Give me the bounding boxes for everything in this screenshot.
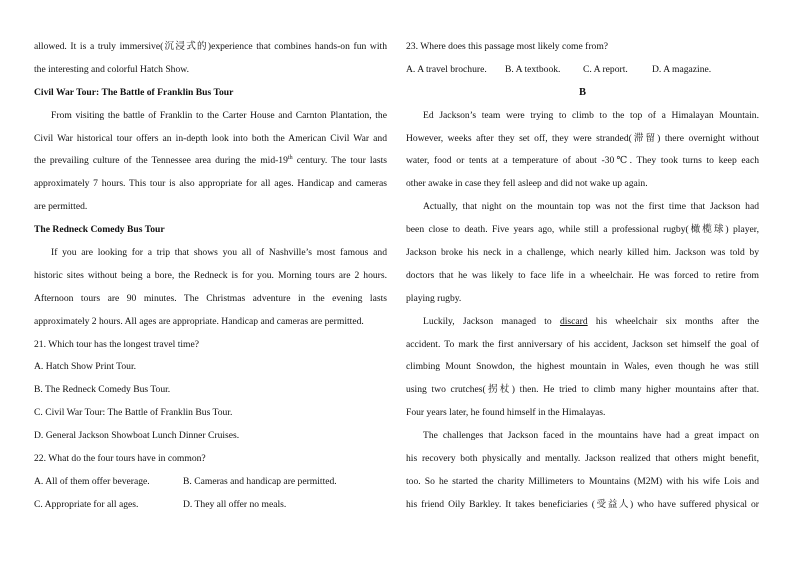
- text-line: Jackson broke his neck in a challenge, which nearly killed him. Jackson was told by: [406, 247, 759, 259]
- right-column: [406, 36, 759, 517]
- text-line: his recovery both physically and mentally. Jackson realized that others might benefit,: [406, 453, 759, 465]
- left-column: [34, 36, 387, 517]
- text-line: allowed. It is a truly immersive(沉浸式的)experience that combines hands-on fun with: [34, 41, 387, 52]
- text-line: Civil War historical tour offers an in-depth look into both the American Civil War and: [34, 132, 387, 144]
- text-line: If you are looking for a trip that shows you all of Nashville’s most famous and: [51, 247, 387, 259]
- text-line: water, food or tents at a temperature of about -30℃. They took turns to keep each: [406, 155, 759, 167]
- text-fragment: the prevailing culture of the Tennessee area during the mid-19: [34, 155, 288, 167]
- text-line: playing rugby.: [406, 292, 462, 304]
- options-22-row-1: [34, 471, 387, 494]
- section-b-heading: B: [578, 86, 586, 98]
- question-22: 22. What do the four tours have in common?: [34, 453, 206, 465]
- text-line: Ed Jackson’s team were trying to climb to the top of a Himalayan Mountain.: [423, 109, 759, 121]
- option-22-a: A. All of them offer beverage.: [34, 475, 150, 487]
- option-23-b: B. A textbook.: [505, 63, 561, 75]
- question-23: 23. Where does this passage most likely come from?: [406, 41, 609, 52]
- text-line: the interesting and colorful Hatch Show.: [34, 63, 189, 75]
- text-line: Four years later, he found himself in the Himalayas.: [406, 407, 606, 419]
- option-21-b: B. The Redneck Comedy Bus Tour.: [34, 384, 171, 396]
- question-21: 21. Which tour has the longest travel time?: [34, 338, 200, 350]
- option-21-d: D. General Jackson Showboat Lunch Dinner Cruises.: [34, 430, 240, 442]
- text-line: other awake in case they fell asleep and did not wake up again.: [406, 178, 648, 190]
- text-line: approximately 7 hours. This tour is also appropriate for all ages. Handicap and cameras: [34, 178, 387, 190]
- option-22-c: C. Appropriate for all ages.: [34, 498, 139, 510]
- option-21-a: A. Hatch Show Print Tour.: [34, 361, 137, 373]
- option-23-d: D. A magazine.: [652, 63, 712, 75]
- text-line: However, weeks after they set off, they were stranded(滞留) there overnight without: [406, 132, 759, 144]
- text-line: accident. To mark the first anniversary of his accident, Jackson set himself the goal of: [406, 338, 759, 350]
- text-fragment: Luckily, Jackson managed to: [423, 315, 560, 327]
- section-heading: The Redneck Comedy Bus Tour: [34, 224, 165, 236]
- section-heading: Civil War Tour: The Battle of Franklin Bus Tour: [34, 86, 234, 98]
- text-line: Actually, that night on the mountain top was not the first time that Jackson had: [423, 201, 759, 213]
- underlined-word: discard: [559, 315, 588, 327]
- text-line: his friend Oily Barkley. It takes beneficiaries (受益人) who have suffered physical or: [406, 498, 759, 510]
- option-23-a: A. A travel brochure.: [406, 63, 487, 75]
- text-line: The challenges that Jackson faced in the mountains have had a great impact on: [423, 430, 759, 442]
- text-line: [34, 150, 387, 173]
- text-line: [406, 311, 759, 334]
- text-line: historic sites without being a bore, the Redneck is for you. Morning tours are 2 hours.: [34, 269, 387, 281]
- options-22-row-2: [34, 494, 387, 517]
- options-23-row: [406, 59, 759, 82]
- superscript: th: [287, 155, 293, 162]
- text-line: climbing Mount Snowdon, the highest mountain in Wales, even though he was still: [406, 361, 759, 373]
- text-fragment: his wheelchair six months after the: [587, 315, 759, 327]
- text-line: too. So he started the charity Millimeters to Mountains (M2M) with his wife Lois and: [406, 475, 759, 487]
- text-line: using two crutches(拐杖) then. He tried to climb many higher mountains after that.: [406, 384, 759, 396]
- text-fragment: century. The tour lasts: [292, 155, 387, 167]
- option-21-c: C. Civil War Tour: The Battle of Franklin Bus Tour.: [34, 407, 233, 419]
- option-23-c: C. A report.: [583, 63, 628, 75]
- text-line: doctors that he was likely to face life in a wheelchair. He was forced to retire from: [406, 269, 759, 281]
- text-line: Afternoon tours are 90 minutes. The Christmas adventure in the evening lasts: [34, 292, 387, 304]
- option-22-b: B. Cameras and handicap are permitted.: [183, 475, 337, 487]
- text-line: approximately 2 hours. All ages are appropriate. Handicap and cameras are permitted.: [34, 315, 364, 327]
- text-line: are permitted.: [34, 201, 88, 213]
- text-line: From visiting the battle of Franklin to the Carter House and Carnton Plantation, the: [51, 109, 387, 121]
- text-line: been close to death. Five years ago, while still a professional rugby(橄榄球) player,: [406, 224, 759, 236]
- option-22-d: D. They all offer no meals.: [183, 498, 287, 510]
